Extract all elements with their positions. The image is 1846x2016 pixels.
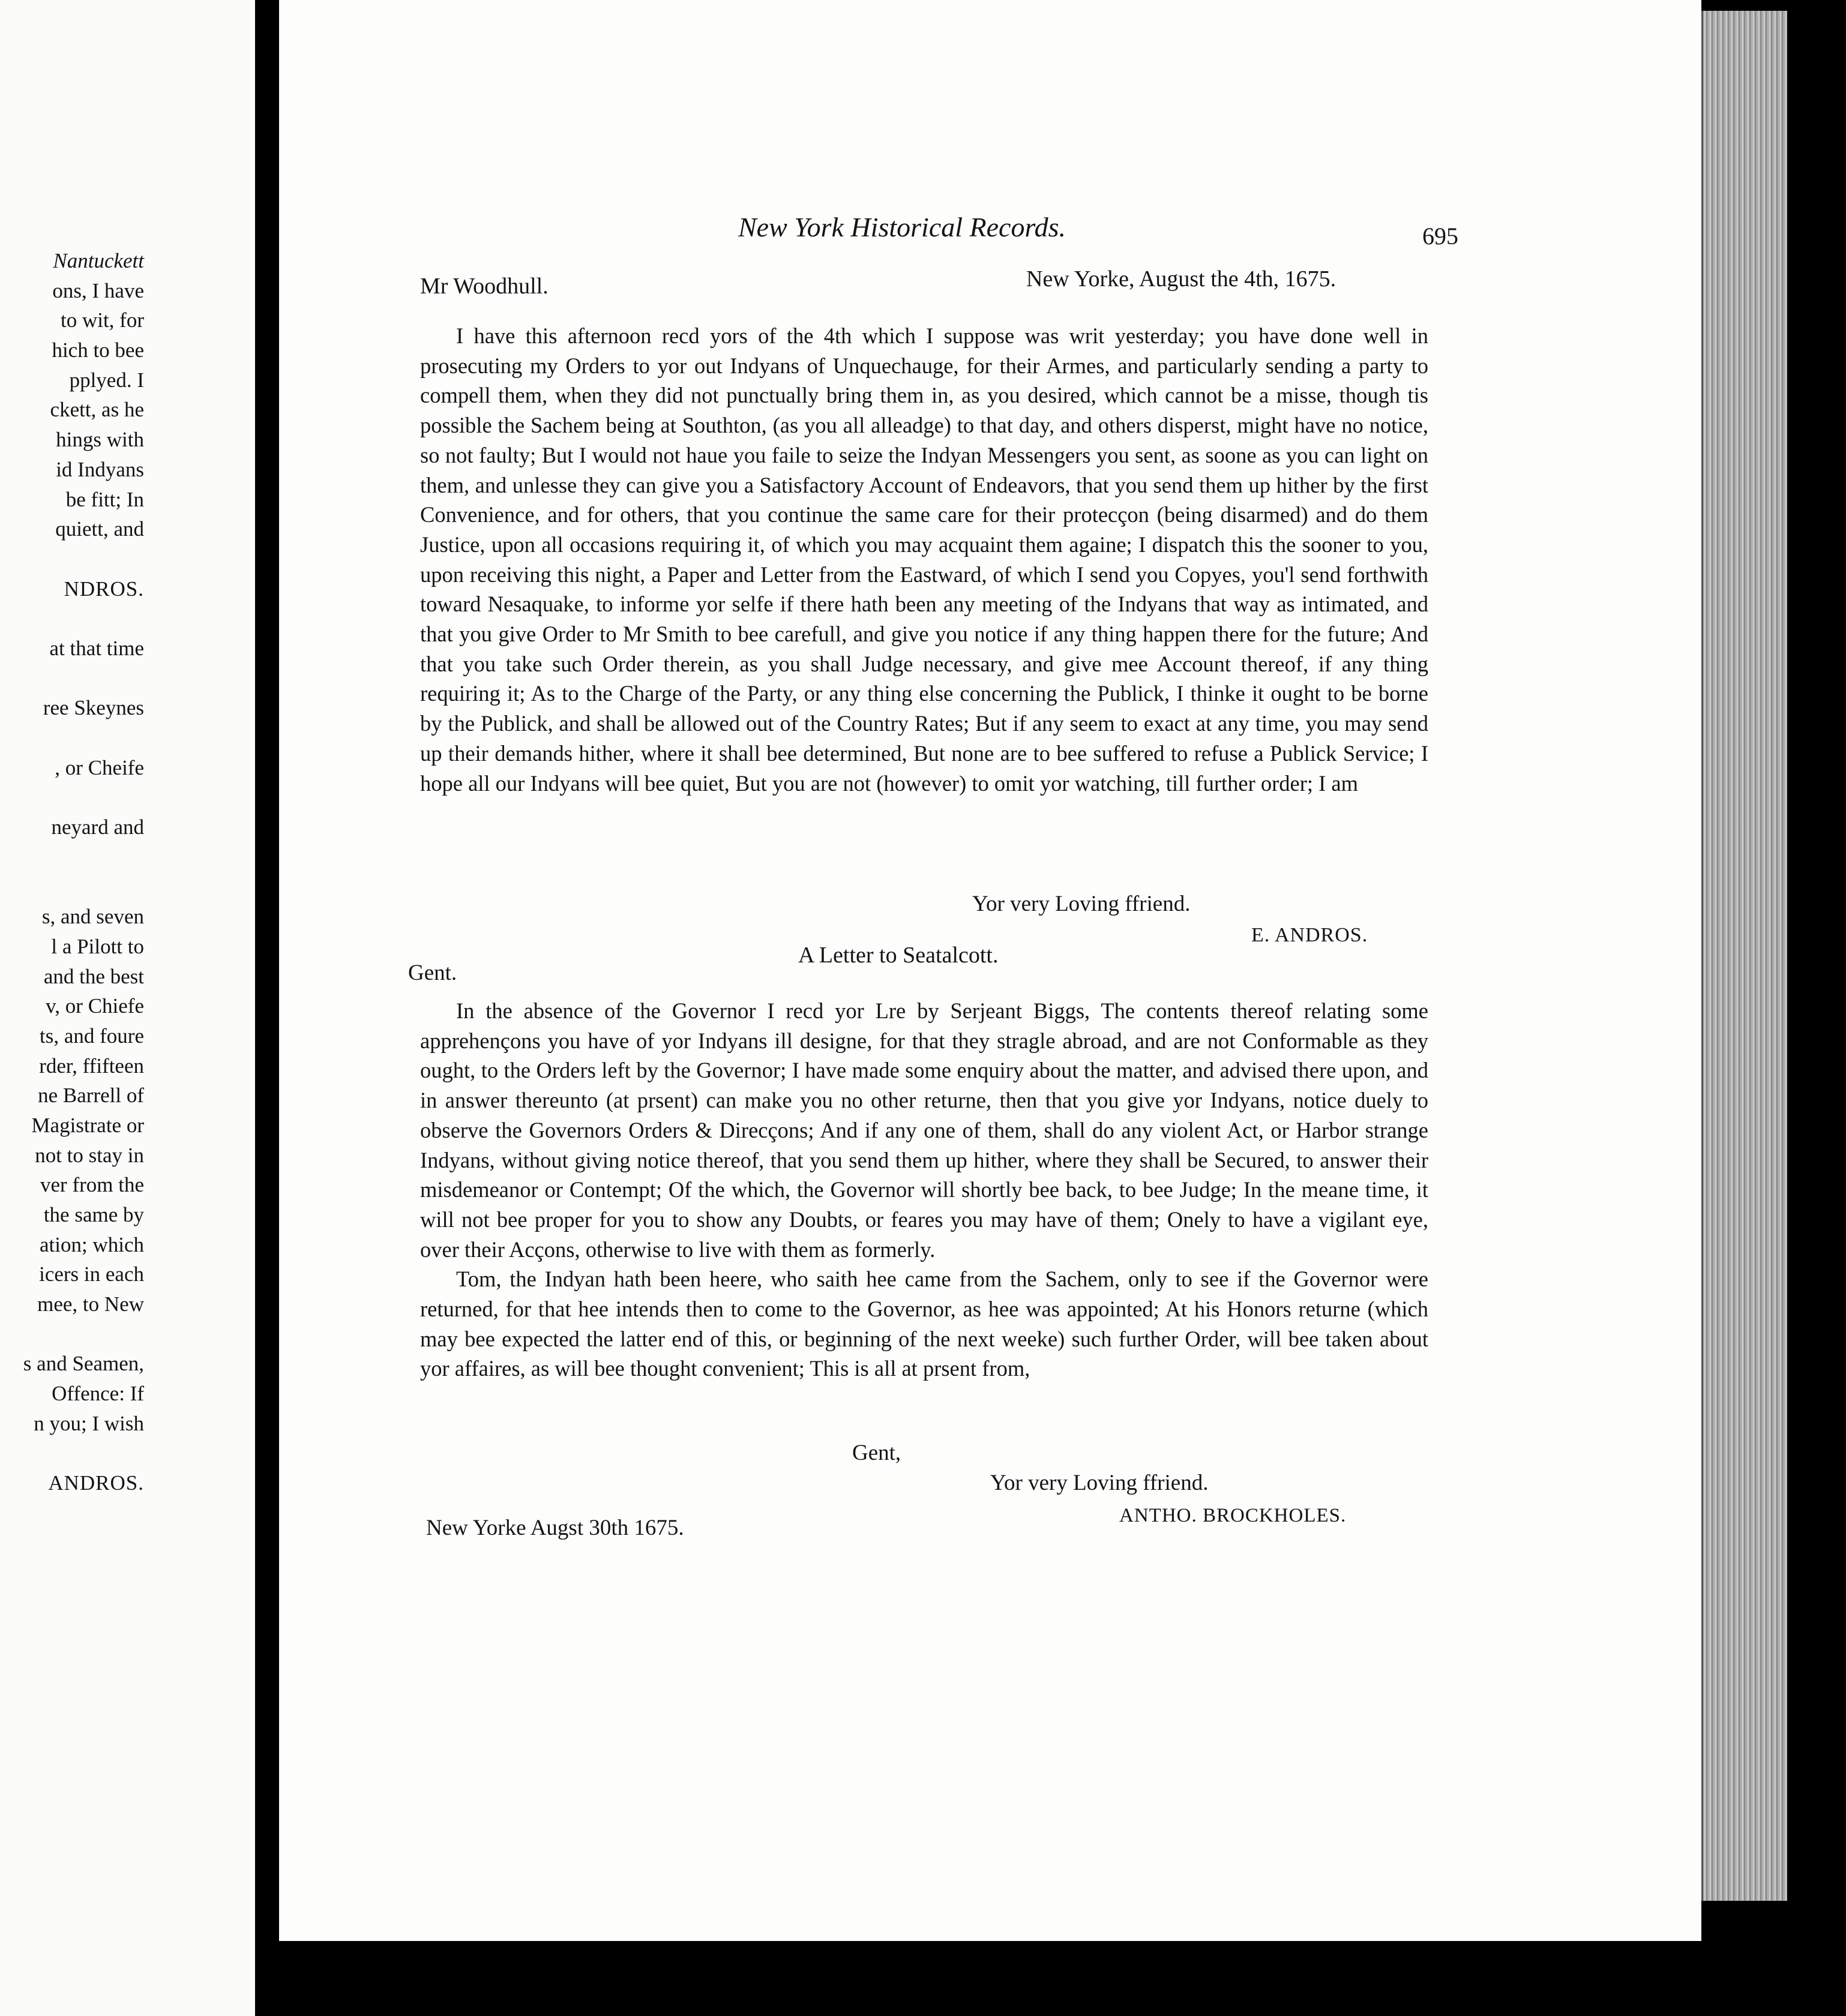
left-line [0,782,144,812]
left-line: ANDROS. [48,1471,144,1495]
left-page [0,0,255,2016]
letter2-paragraph-1: In the absence of the Governor I recd yor Lre by Serjeant Biggs, The contents thereof relating some apprehençons you have of yor Indyans ill designe, for that they stragle abroad, and are not Conformable as they ought, to the Orders left by the Governor; I have made some enquiry about the matter, and advised there upon, and in answer thereunto (at prsent) can make you no other returne, then that you give yor Indyans, notice duely to observe the Governors Orders & Direcçons; And if any one of them, shall do any violent Act, or Harbor strange Indyans, without giving notice thereof, that you send them up hither, where they shall be Secured, to answer their misdemeanor or Contempt; Of the which, the Governor will shortly bee back, to bee Judge; In the meane time, it will not bee proper for you to show any Doubts, or feares you may have of them; Onely to have a vigilant eye, over their Acçons, otherwise to live with them as formerly. [420,998,1428,1262]
letter2-salutation: Gent. [408,961,457,985]
left-line [0,842,144,872]
left-line: Nantuckett [53,249,144,272]
left-line [0,1439,144,1469]
left-line: and the best [43,964,144,988]
left-line: s and Seamen, [23,1352,144,1376]
letter2-closing-gent: Gent, [852,1441,901,1465]
left-line: v, or Chiefe [46,994,144,1018]
left-line: rder, ffifteen [39,1054,144,1078]
book-gutter [255,0,279,2016]
left-line: , or Cheife [55,755,144,779]
letter1-paragraph: I have this afternoon recd yors of the 4th which I suppose was writ yesterday; you have done well in prosecuting my Orders to yor out Indyans of Unquechauge, for their Armes, and particularly sending a party to compell them, when they did not punctually bring them in, as you desired, which cannot be a misse, though tis possible the Sachem being at Southton, (as you all alleadge) to that day, and others disperst, might have no notice, so not faulty; But I would not haue you faile to seize the Indyan Messengers you sent, as soone as you can light on them, and unlesse they can give you a Satisfactory Account of Endeavors, that you send them up hither by the first Convenience, and for others, that you continue the same care for their protecçon (being disarmed) and do them Justice, upon all occasions requiring it, of which you may acquaint them againe; I dispatch this the sooner to you, upon receiving this night, a Paper and Letter from the Eastward, of which I send you Copyes, you'l send forthwith toward Nesaquake, to informe yor selfe if there hath been any meeting of the Indyans that way as intimated, and that you give Order to Mr Smith to bee carefull, and give you notice if any thing happen there for the future; And that you take such Order therein, as you shall Judge necessary, and give mee Account thereof, if any thing requiring it; As to the Charge of the Party, or any thing else concerning the Publick, I thinke it ought to be borne by the Publick, and shall be allowed out of the Country Rates; But if any seem to exact at any time, you may send up their demands hither, where it shall bee determined, But none are to bee suffered to refuse a Publick Service; I hope all our Indyans will bee quiet, But you are not (however) to omit yor watching, till further order; I am [420,323,1428,796]
left-line: not to stay in [35,1143,144,1167]
left-line: l a Pilott to [51,934,144,958]
left-line: the same by [43,1203,144,1226]
left-line: icers in each [39,1262,144,1286]
left-line: s, and seven [41,905,144,929]
left-line [0,664,144,694]
left-line: n you; I wish [34,1411,144,1435]
left-line: pplyed. I [69,368,144,392]
left-line: be fitt; In [65,487,144,511]
left-line: ation; which [40,1232,144,1256]
left-line [0,604,144,634]
letter2-closing: Yor very Loving ffriend. [990,1471,1209,1495]
left-line [0,872,144,902]
page-number: 695 [1422,223,1458,250]
left-page-text [0,246,144,1498]
left-line: quiett, and [55,517,144,541]
left-line: ckett, as he [50,398,144,422]
left-line: ons, I have [52,278,144,302]
left-line: id Indyans [56,457,144,481]
left-line: hich to bee [52,338,144,362]
left-line [0,723,144,753]
letter2-body [420,996,1428,1384]
left-line [0,544,144,574]
left-line: Offence: If [52,1382,144,1406]
left-line: ver from the [40,1173,144,1197]
left-line: ree Skeynes [43,696,144,720]
letter1-body [420,321,1428,798]
letter2-title: A Letter to Seatalcott. [798,943,999,968]
left-line: ne Barrell of [38,1084,144,1108]
left-line: Magistrate or [31,1113,144,1137]
running-title: New York Historical Records. [738,212,1066,242]
letter1-closing: Yor very Loving ffriend. [972,892,1191,916]
left-line [0,1319,144,1349]
left-line: ts, and foure [40,1024,144,1048]
left-line: at that time [49,636,144,660]
left-line: mee, to New [37,1292,144,1316]
left-line: NDROS. [64,577,144,601]
letter2-paragraph-2: Tom, the Indyan hath been heere, who saith hee came from the Sachem, only to see if the Governor were returned, for that hee intends then to come to the Governor, as hee was appointed; At his Honors returne (which may bee expected the latter end of this, or beginning of the next weeke) such further Order, will bee taken about yor affaires, as will bee thought convenient; This is all at prsent from, [420,1267,1428,1381]
letter2-date: New Yorke Augst 30th 1675. [426,1516,684,1540]
letter1-date: New Yorke, August the 4th, 1675. [1026,266,1336,292]
left-line: to wit, for [60,308,144,332]
letter2-signature: ANTHO. BROCKHOLES. [1119,1505,1347,1526]
page-edges [1701,11,1787,1901]
letter1-addressee: Mr Woodhull. [420,274,549,299]
left-line: hings with [56,428,144,452]
letter1-signature: E. ANDROS. [1251,924,1368,946]
left-line: neyard and [51,815,144,839]
